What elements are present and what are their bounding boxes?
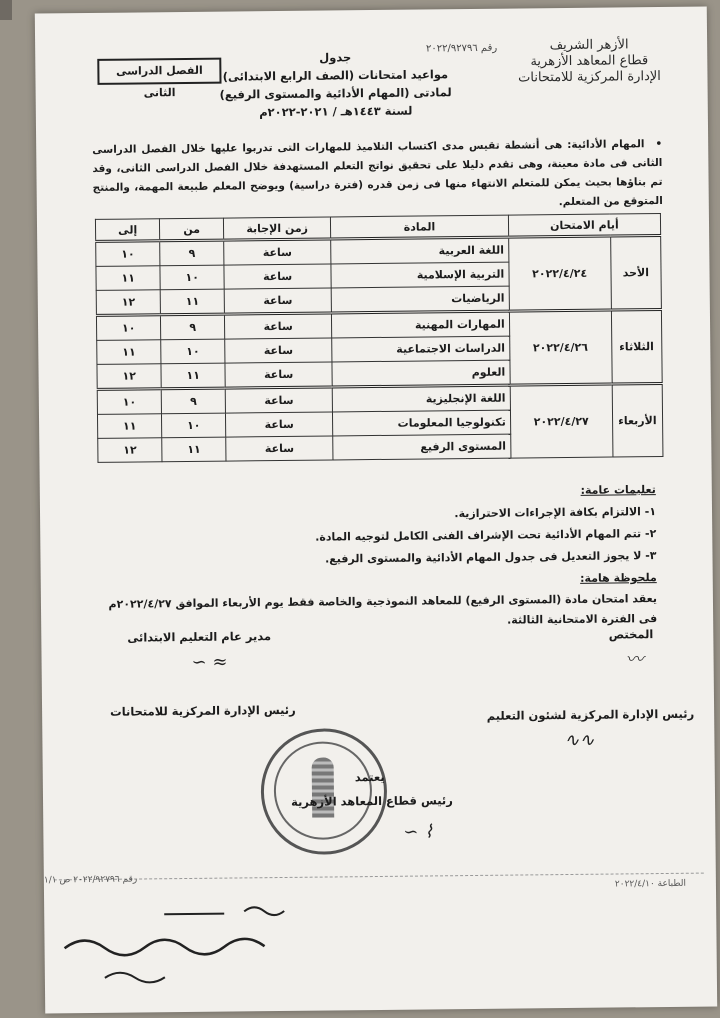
subject-cell: الرياضيات xyxy=(331,286,509,313)
subject-cell: المستوى الرفيع xyxy=(333,434,511,460)
footer-reference: رقم ٢٠٢٢/٩٢٧٩٦ ص ١/١ xyxy=(43,874,138,886)
header-from: من xyxy=(160,218,224,241)
duration-cell: ساعة xyxy=(226,436,333,461)
semester-label: الفصل الدراسى الثانى xyxy=(97,58,221,85)
from-cell: ٩ xyxy=(161,388,225,414)
institution-line: الأزهر الشريف xyxy=(549,37,629,54)
duration-cell: ساعة xyxy=(226,412,333,437)
from-cell: ١١ xyxy=(160,289,224,315)
institution-line: الإدارة المركزية للامتحانات xyxy=(518,68,661,86)
subject-cell: اللغة الإنجليزية xyxy=(332,385,510,412)
duration-cell: ساعة xyxy=(224,264,331,289)
signature-mark: ∽ ⌇ xyxy=(403,821,434,843)
intro-paragraph xyxy=(92,135,663,217)
duration-cell: ساعة xyxy=(225,338,332,363)
footer-divider xyxy=(54,873,704,881)
from-cell: ١١ xyxy=(162,437,226,462)
from-cell: ١٠ xyxy=(161,339,225,364)
signature-head-exams: رئيس الإدارة المركزية للامتحانات xyxy=(110,702,296,719)
handwriting-scribble xyxy=(44,891,325,1004)
signature-primary-director: مدير عام التعليم الابتدائى xyxy=(127,629,272,645)
signature-mark: ∿∿ xyxy=(564,729,595,752)
title-line: جدول xyxy=(319,50,352,65)
institution-line: قطاع المعاهد الأزهرية xyxy=(530,53,649,70)
date-cell: ٢٠٢٢/٤/٢٦ xyxy=(509,310,612,385)
subject-cell: اللغة العربية xyxy=(331,237,509,264)
duration-cell: ساعة xyxy=(225,362,332,388)
document-page xyxy=(35,7,717,1014)
background-strip xyxy=(0,0,12,20)
duration-cell: ساعة xyxy=(224,288,331,314)
from-cell: ٩ xyxy=(160,240,224,266)
to-cell: ١٠ xyxy=(96,315,160,341)
instruction-item: ٢- تتم المهام الأدائية تحت الإشراف الفنى الكامل لتوجيه المادة. xyxy=(315,527,657,544)
to-cell: ١٢ xyxy=(97,364,161,390)
from-cell: ١١ xyxy=(161,363,225,389)
table-row xyxy=(96,236,661,267)
table-row xyxy=(97,383,662,414)
exam-schedule-table xyxy=(95,213,664,463)
table-row xyxy=(96,310,661,341)
duration-cell: ساعة xyxy=(225,387,332,413)
subject-cell: العلوم xyxy=(332,360,510,387)
reference-number: رقم ٢٠٢٢/٩٢٧٩٦ xyxy=(425,42,498,55)
day-cell: الأحد xyxy=(610,236,661,311)
header-subject: المادة xyxy=(331,215,509,239)
date-cell: ٢٠٢٢/٤/٢٤ xyxy=(508,236,611,311)
official-seal xyxy=(260,728,387,855)
to-cell: ١٢ xyxy=(96,290,160,316)
subject-cell: المهارات المهنية xyxy=(332,311,510,338)
title-line: مواعيد امتحانات (الصف الرابع الابتدائى) xyxy=(222,67,449,84)
duration-cell: ساعة xyxy=(224,313,331,339)
instruction-item: ٣- لا يجوز التعديل فى جدول المهام الأدائية والمستوى الرفيع. xyxy=(325,549,657,566)
to-cell: ١٠ xyxy=(97,389,161,415)
from-cell: ٩ xyxy=(161,314,225,340)
signature-mark: ∽ ≈ xyxy=(191,651,228,673)
duration-cell: ساعة xyxy=(224,239,331,265)
remark-heading: ملحوظة هامة: xyxy=(580,571,657,585)
from-cell: ١٠ xyxy=(160,265,224,290)
subject-cell: الدراسات الاجتماعية xyxy=(332,336,510,362)
day-cell: الثلاثاء xyxy=(611,310,662,385)
signature-head-education: رئيس الإدارة المركزية لشئون التعليم xyxy=(486,706,695,723)
bullet-icon: • xyxy=(655,137,663,151)
to-cell: ١١ xyxy=(97,340,161,365)
to-cell: ١١ xyxy=(97,414,161,439)
day-cell: الأربعاء xyxy=(612,383,663,457)
date-cell: ٢٠٢٢/٤/٢٧ xyxy=(510,384,613,458)
signature-mark: 〰 xyxy=(625,649,644,671)
from-cell: ١٠ xyxy=(162,413,226,438)
instructions-heading: تعليمات عامة: xyxy=(580,483,656,497)
institution-header xyxy=(489,37,689,87)
subject-cell: التربية الإسلامية xyxy=(331,262,509,288)
to-cell: ١٢ xyxy=(98,438,162,463)
intro-text: المهام الأدائية: هى أنشطة تقيس مدى اكتساب التلاميذ للمهارات التى تدربوا عليها خلال الفصل الدراسى الثانى فى مادة معينة، وهى تقدم دليلا على تحقيق نواتج التعلم المستهدفة خلال الفصل الدراسى الثانى، وقد تم بناؤها بحيث يمكن للمتعلم الانتهاء منها فى زمن قدره (فترة دراسية) ويوضح المعلم طبيعة المهمة، والمنتج المتوقع من المتعلم. xyxy=(92,138,663,209)
header-days: أيام الامتحان xyxy=(508,214,661,238)
title-line: لمادتى (المهام الأدائية والمستوى الرفيع) xyxy=(219,85,452,102)
remark-text: يعقد امتحان مادة (المستوى الرفيع) للمعاهد النموذجية والخاصة فقط يوم الأربعاء الموافق ٢٠٢٢/٤/٢٧م فى الفترة الامتحانية الثالثة. xyxy=(108,592,658,627)
instruction-item: ١- الالتزام بكافة الإجراءات الاحترازية. xyxy=(454,505,657,521)
document-title xyxy=(205,47,466,122)
general-instructions xyxy=(86,479,658,635)
footer-print-date: الطباعة ٢٠٢٢/٤/١٠ xyxy=(614,878,686,890)
header-duration: زمن الإجابة xyxy=(223,217,330,240)
to-cell: ١٠ xyxy=(96,241,160,267)
to-cell: ١١ xyxy=(96,266,160,291)
header-to: إلى xyxy=(95,219,159,242)
signature-specialist: المختص xyxy=(608,627,654,642)
signature-head-sector: رئيس قطاع المعاهد الأزهرية xyxy=(290,793,453,809)
title-line: لسنة ١٤٤٣هـ / ٢٠٢١-٢٠٢٢م xyxy=(259,103,413,120)
subject-cell: تكنولوجيا المعلومات xyxy=(333,410,511,436)
approved-label: يعتمد xyxy=(354,769,385,785)
